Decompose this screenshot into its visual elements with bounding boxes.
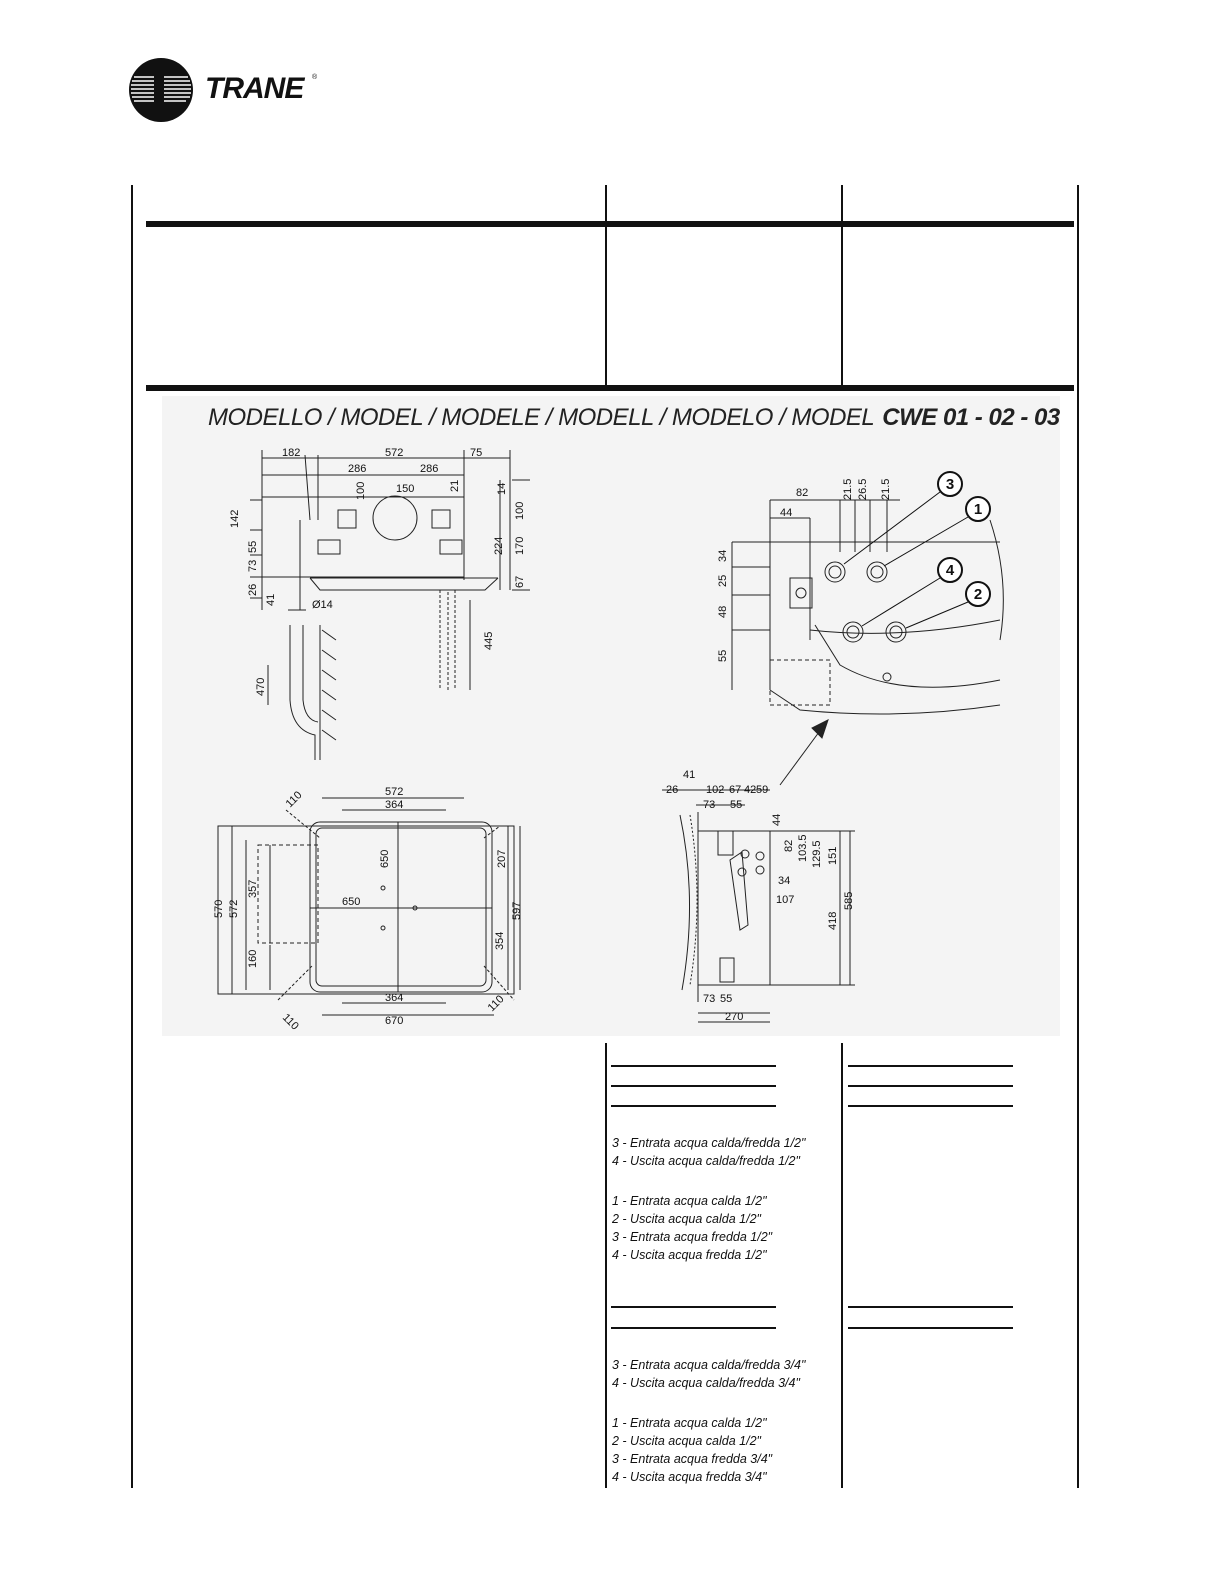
connection-item: 4 - Uscita acqua fredda 3/4": [612, 1470, 767, 1484]
dim-label: 55: [730, 799, 743, 811]
table-rule: [611, 1105, 776, 1107]
connection-item: 3 - Entrata acqua fredda 1/2": [612, 1230, 773, 1244]
dim-label: 21.5: [842, 478, 854, 500]
table-rule: [611, 1085, 776, 1087]
dim-label: 21.5: [880, 478, 892, 500]
connection-item: 1 - Entrata acqua calda 1/2": [612, 1416, 767, 1430]
dim-label: 82: [796, 487, 809, 499]
connection-item: 4 - Uscita acqua calda/fredda 3/4": [612, 1376, 800, 1390]
callout-3-label: 3: [945, 476, 955, 493]
callout-4-label: 4: [945, 562, 955, 579]
dim-label: 650: [342, 896, 361, 908]
dim-label: 572: [385, 786, 404, 798]
plan-view-dimensions: [213, 786, 523, 1033]
dim-label: 270: [725, 1011, 744, 1023]
dim-label: 25: [717, 574, 729, 587]
table-rule: [848, 1327, 1013, 1329]
model-title-prefix: MODELLO / MODEL / MODELE / MODELL / MODELO / MODEL: [208, 404, 875, 431]
brand-name: TRANE: [205, 72, 304, 105]
dim-label: 357: [247, 879, 259, 898]
dim-label: 26: [247, 583, 259, 596]
connection-item: 2 - Uscita acqua calda 1/2": [612, 1434, 761, 1448]
dim-label: 445: [483, 631, 495, 650]
lower-column-rule-1: [605, 1043, 607, 1488]
side-view: [662, 790, 855, 1022]
dim-label: 182: [282, 447, 301, 459]
dim-label: 67: [729, 784, 742, 796]
dim-label: Ø14: [312, 599, 333, 611]
dim-label: 73: [703, 993, 716, 1005]
plan-view: [218, 798, 520, 1015]
dim-label: 100: [514, 501, 526, 520]
dim-label: 107: [776, 894, 795, 906]
dim-label: 597: [511, 901, 523, 920]
dim-label: 585: [843, 891, 855, 910]
dim-label: 67: [514, 575, 526, 588]
connection-item: 1 - Entrata acqua calda 1/2": [612, 1194, 767, 1208]
dim-label: 55: [247, 540, 259, 553]
dim-label: 34: [778, 875, 791, 887]
table-rule: [848, 1085, 1013, 1087]
dim-label: 82: [783, 839, 795, 852]
connection-item: 3 - Entrata acqua fredda 3/4": [612, 1452, 773, 1466]
connections-a-four-pipe: [612, 1192, 772, 1264]
dim-label: 286: [348, 463, 367, 475]
dim-label: 59: [756, 784, 769, 796]
table-rule: [848, 1306, 1013, 1308]
dim-label: 110: [279, 1011, 301, 1033]
dim-label: 151: [827, 846, 839, 865]
dim-label: 160: [247, 949, 259, 968]
dim-label: 34: [717, 549, 729, 562]
connection-item: 4 - Uscita acqua calda/fredda 1/2": [612, 1154, 800, 1168]
dim-label: 41: [683, 769, 696, 781]
table-rule: [848, 1105, 1013, 1107]
table-rule: [611, 1327, 776, 1329]
dim-label: 170: [514, 536, 526, 555]
trademark-mark: ®: [312, 74, 318, 81]
dim-label: 572: [228, 899, 240, 918]
connection-item: 3 - Entrata acqua calda/fredda 1/2": [612, 1136, 806, 1150]
dim-label: 73: [247, 559, 259, 572]
lower-column-rule-2: [841, 1043, 843, 1488]
dim-label: 26: [666, 784, 679, 796]
model-title-models: CWE 01 - 02 - 03: [882, 404, 1060, 431]
connection-item: 3 - Entrata acqua calda/fredda 3/4": [612, 1358, 806, 1372]
connection-detail-view: [732, 500, 1003, 714]
dim-label: 224: [493, 536, 505, 555]
dim-label: 26.5: [857, 478, 869, 500]
dim-label: 470: [255, 677, 267, 696]
dim-label: 418: [827, 911, 839, 930]
connections-b-two-pipe: [612, 1356, 805, 1392]
dim-label: 55: [720, 993, 733, 1005]
dim-label: 150: [396, 483, 415, 495]
top-elevation-view: [250, 450, 530, 760]
dim-label: 102: [706, 784, 725, 796]
dim-label: 100: [355, 481, 367, 500]
table-rule: [611, 1306, 776, 1308]
table-rule: [848, 1065, 1013, 1067]
connection-item: 4 - Uscita acqua fredda 1/2": [612, 1248, 767, 1262]
dim-label: 207: [496, 849, 508, 868]
dim-label: 73: [703, 799, 716, 811]
dim-label: 44: [771, 813, 783, 826]
dim-label: 41: [265, 593, 277, 606]
dim-label: 48: [717, 605, 729, 618]
dim-label: 55: [717, 649, 729, 662]
dim-label: 75: [470, 447, 483, 459]
dim-label: 42: [744, 784, 757, 796]
dim-label: 354: [494, 931, 506, 950]
connections-b-four-pipe: [612, 1414, 772, 1486]
callout-1-label: 1: [973, 501, 983, 518]
callout-2-label: 2: [973, 586, 983, 603]
detail-arrow: [780, 720, 828, 785]
dim-label: 650: [379, 849, 391, 868]
dim-label: 142: [229, 509, 241, 528]
connections-a-two-pipe: [612, 1134, 805, 1170]
detail-view-dimensions: [717, 479, 892, 662]
dim-label: 572: [385, 447, 404, 459]
dim-label: 364: [385, 799, 404, 811]
dim-label: 103.5: [797, 834, 809, 862]
table-rule: [611, 1065, 776, 1067]
dim-label: 570: [213, 899, 225, 918]
dim-label: 129.5: [811, 840, 823, 868]
dim-label: 670: [385, 1015, 404, 1027]
top-view-dimensions: [229, 447, 526, 696]
dim-label: 110: [283, 789, 305, 811]
dim-label: 364: [385, 992, 404, 1004]
dim-label: 110: [485, 993, 507, 1015]
dim-label: 21: [449, 479, 461, 492]
connection-item: 2 - Uscita acqua calda 1/2": [612, 1212, 761, 1226]
dim-label: 44: [780, 507, 793, 519]
dim-label: 286: [420, 463, 439, 475]
dim-label: 14: [496, 482, 508, 495]
